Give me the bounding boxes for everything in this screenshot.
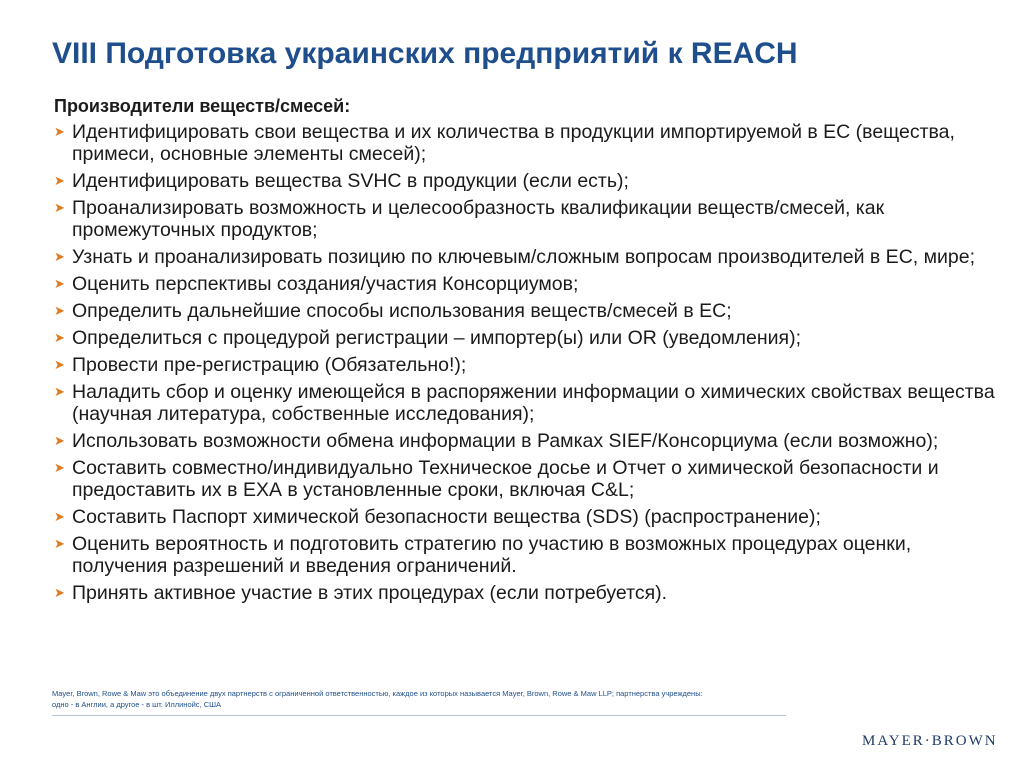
list-item — [54, 121, 1004, 165]
list-item-text: Узнать и проанализировать позицию по ключевым/сложным вопросам производителей в ЕС, мире; — [72, 246, 976, 268]
list-item-text: Определиться с процедурой регистрации – импортер(ы) или OR (уведомления); — [72, 327, 802, 349]
list-item — [54, 582, 1004, 604]
company-logo: MAYER·BROWN — [862, 733, 998, 749]
list-item-text: Оценить перспективы создания/участия Консорциумов; — [72, 273, 579, 295]
section-subtitle: Производители веществ/смесей: — [54, 96, 351, 116]
list-item — [54, 381, 1004, 425]
list-item-text: Идентифицировать свои вещества и их количества в продукции импортируемой в ЕС (вещества, примеси, основные элементы смесей); — [72, 121, 955, 165]
chevron-arrow-icon: ➤ — [54, 384, 65, 399]
footnote-line: одно - в Англии, а другое - в шт. Иллинойс, США — [52, 700, 222, 709]
list-item-text: Идентифицировать вещества SVHC в продукции (если есть); — [72, 170, 629, 192]
chevron-arrow-icon: ➤ — [54, 509, 65, 524]
footnote-line: Mayer, Brown, Rowe & Maw это объединение двух партнерств с ограниченной ответственностью, каждое из которых называется Mayer, Brown, Rowe & Maw LLP; партнерства учреждены: — [52, 689, 703, 698]
list-item — [54, 430, 1004, 452]
list-item-text: Проанализировать возможность и целесообразность квалификации веществ/смесей, как промежуточных продуктов; — [72, 197, 885, 241]
chevron-arrow-icon: ➤ — [54, 276, 65, 291]
slide-title: VIII Подготовка украинских предприятий к REACH — [52, 37, 798, 70]
list-item — [54, 300, 1004, 322]
chevron-arrow-icon: ➤ — [54, 536, 65, 551]
chevron-arrow-icon: ➤ — [54, 124, 65, 139]
chevron-arrow-icon: ➤ — [54, 330, 65, 345]
list-item-text: Наладить сбор и оценку имеющейся в распоряжении информации о химических свойствах вещества (научная литература, собственные исследования); — [72, 381, 995, 425]
chevron-arrow-icon: ➤ — [54, 460, 65, 475]
list-item — [54, 457, 1004, 501]
list-item — [54, 170, 1004, 192]
list-item-text: Использовать возможности обмена информации в Рамках SIEF/Консорциума (если возможно); — [72, 430, 939, 452]
list-item — [54, 533, 1004, 577]
chevron-arrow-icon: ➤ — [54, 585, 65, 600]
list-item-text: Составить совместно/индивидуально Техническое досье и Отчет о химической безопасности и предоставить их в ЕХА в установленные сроки, включая C&L; — [72, 457, 939, 501]
list-item — [54, 327, 1004, 349]
chevron-arrow-icon: ➤ — [54, 433, 65, 448]
chevron-arrow-icon: ➤ — [54, 249, 65, 264]
legal-footnote — [52, 688, 832, 710]
list-item — [54, 197, 1004, 241]
footer-divider — [52, 715, 786, 716]
chevron-arrow-icon: ➤ — [54, 357, 65, 372]
list-item-text: Провести пре-регистрацию (Обязательно!); — [72, 354, 467, 376]
list-item-text: Определить дальнейшие способы использования веществ/смесей в ЕС; — [72, 300, 732, 322]
list-item — [54, 354, 1004, 376]
list-item-text: Оценить вероятность и подготовить стратегию по участию в возможных процедурах оценки, получения разрешений и введения ограничений. — [72, 533, 912, 577]
list-item-text: Принять активное участие в этих процедурах (если потребуется). — [72, 582, 668, 604]
chevron-arrow-icon: ➤ — [54, 173, 65, 188]
bullet-list — [54, 121, 1004, 609]
chevron-arrow-icon: ➤ — [54, 200, 65, 215]
list-item-text: Составить Паспорт химической безопасности вещества (SDS) (распространение); — [72, 506, 821, 528]
list-item — [54, 246, 1004, 268]
chevron-arrow-icon: ➤ — [54, 303, 65, 318]
list-item — [54, 273, 1004, 295]
list-item — [54, 506, 1004, 528]
